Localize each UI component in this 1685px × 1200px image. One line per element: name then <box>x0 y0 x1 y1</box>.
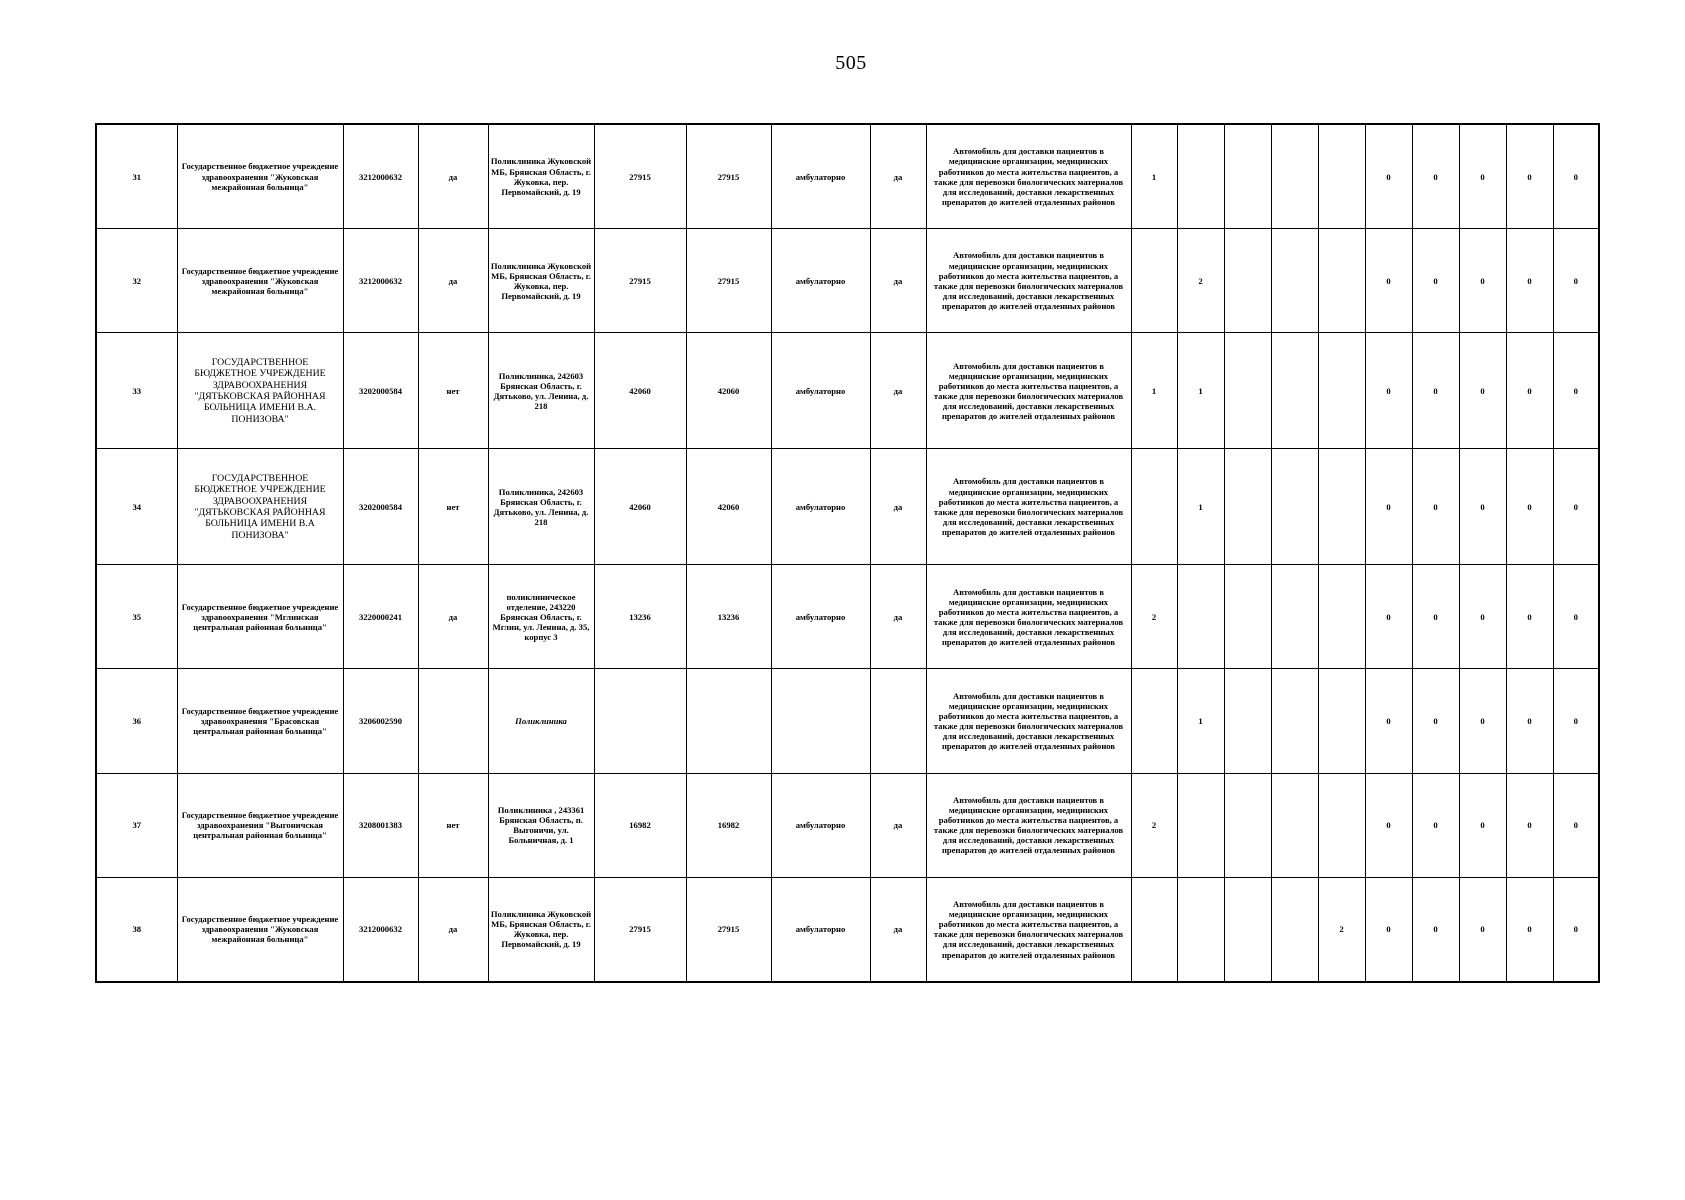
table-row <box>96 229 1599 333</box>
population-attached: 42060 <box>594 333 686 449</box>
value-cell-4: 0 <box>1506 877 1553 982</box>
count-cell-2: 2 <box>1177 229 1224 333</box>
care-mode: амбулаторно <box>771 773 870 877</box>
population-attached: 42060 <box>594 449 686 565</box>
vehicle-purpose: Автомобиль для доставки пациентов в медицинские организации, медицинских работников до места жительства пациентов, а также для перевозки биологических материалов для исследований, доставки лекарственных препаратов до жителей отдаленных районов <box>926 333 1131 449</box>
value-cell-2: 0 <box>1412 565 1459 669</box>
care-mode: амбулаторно <box>771 229 870 333</box>
vehicle-purpose: Автомобиль для доставки пациентов в медицинские организации, медицинских работников до места жительства пациентов, а также для перевозки биологических материалов для исследований, доставки лекарственных препаратов до жителей отдаленных районов <box>926 773 1131 877</box>
facility-address: Поликлиника, 242603 Брянская Область, г. Дятьково, ул. Ленина, д. 218 <box>488 449 594 565</box>
value-cell-5: 0 <box>1553 669 1599 773</box>
organization-name: Государственное бюджетное учреждение здравоохранения "Жуковская межрайонная больница" <box>177 877 343 982</box>
count-cell-3 <box>1224 773 1271 877</box>
count-cell-4 <box>1271 124 1318 229</box>
value-cell-2: 0 <box>1412 773 1459 877</box>
value-cell-3: 0 <box>1459 565 1506 669</box>
value-cell-2: 0 <box>1412 877 1459 982</box>
count-cell-4 <box>1271 449 1318 565</box>
value-cell-5: 0 <box>1553 333 1599 449</box>
care-mode: амбулаторно <box>771 333 870 449</box>
count-cell-3 <box>1224 669 1271 773</box>
value-cell-1: 0 <box>1365 877 1412 982</box>
count-cell-3 <box>1224 124 1271 229</box>
count-cell-3 <box>1224 877 1271 982</box>
flag-cell <box>418 669 488 773</box>
care-mode: амбулаторно <box>771 877 870 982</box>
population-served: 42060 <box>686 449 771 565</box>
value-cell-1: 0 <box>1365 229 1412 333</box>
value-cell-1: 0 <box>1365 124 1412 229</box>
count-cell-5 <box>1318 124 1365 229</box>
table-row <box>96 877 1599 982</box>
value-cell-4: 0 <box>1506 124 1553 229</box>
population-attached: 27915 <box>594 229 686 333</box>
care-mode: амбулаторно <box>771 565 870 669</box>
population-attached: 13236 <box>594 565 686 669</box>
count-cell-2 <box>1177 565 1224 669</box>
value-cell-1: 0 <box>1365 333 1412 449</box>
value-cell-1: 0 <box>1365 669 1412 773</box>
flag-cell: нет <box>418 449 488 565</box>
row-number: 36 <box>96 669 177 773</box>
value-cell-4: 0 <box>1506 449 1553 565</box>
value-cell-3: 0 <box>1459 669 1506 773</box>
value-cell-4: 0 <box>1506 565 1553 669</box>
count-cell-1: 1 <box>1131 124 1177 229</box>
facility-address: Поликлиника Жуковской МБ, Брянская Область, г. Жуковка, пер. Первомайский, д. 19 <box>488 124 594 229</box>
value-cell-3: 0 <box>1459 333 1506 449</box>
value-cell-3: 0 <box>1459 877 1506 982</box>
value-cell-5: 0 <box>1553 773 1599 877</box>
value-cell-2: 0 <box>1412 124 1459 229</box>
value-cell-2: 0 <box>1412 669 1459 773</box>
vehicle-purpose: Автомобиль для доставки пациентов в медицинские организации, медицинских работников до места жительства пациентов, а также для перевозки биологических материалов для исследований, доставки лекарственных препаратов до жителей отдаленных районов <box>926 229 1131 333</box>
value-cell-5: 0 <box>1553 229 1599 333</box>
facility-address: Поликлиника <box>488 669 594 773</box>
row-number: 32 <box>96 229 177 333</box>
value-cell-5: 0 <box>1553 124 1599 229</box>
vehicle-purpose: Автомобиль для доставки пациентов в медицинские организации, медицинских работников до места жительства пациентов, а также для перевозки биологических материалов для исследований, доставки лекарственных препаратов до жителей отдаленных районов <box>926 565 1131 669</box>
population-attached: 27915 <box>594 124 686 229</box>
row-number: 34 <box>96 449 177 565</box>
flag-cell: да <box>418 229 488 333</box>
value-cell-4: 0 <box>1506 669 1553 773</box>
count-cell-4 <box>1271 773 1318 877</box>
population-attached <box>594 669 686 773</box>
count-cell-2: 1 <box>1177 449 1224 565</box>
table-row <box>96 669 1599 773</box>
flag-cell-2: да <box>870 333 926 449</box>
facility-address: Поликлиника, 242603 Брянская Область, г. Дятьково, ул. Ленина, д. 218 <box>488 333 594 449</box>
inn-code: 3212000632 <box>343 877 418 982</box>
vehicle-purpose: Автомобиль для доставки пациентов в медицинские организации, медицинских работников до места жительства пациентов, а также для перевозки биологических материалов для исследований, доставки лекарственных препаратов до жителей отдаленных районов <box>926 449 1131 565</box>
count-cell-4 <box>1271 669 1318 773</box>
flag-cell: нет <box>418 773 488 877</box>
organization-name: ГОСУДАРСТВЕННОЕ БЮДЖЕТНОЕ УЧРЕЖДЕНИЕ ЗДРАВООХРАНЕНИЯ "ДЯТЬКОВСКАЯ РАЙОННАЯ БОЛЬНИЦА ИМЕНИ В.А. ПОНИЗОВА" <box>177 333 343 449</box>
count-cell-3 <box>1224 229 1271 333</box>
row-number: 37 <box>96 773 177 877</box>
count-cell-1 <box>1131 229 1177 333</box>
count-cell-4 <box>1271 333 1318 449</box>
facility-address: Поликлиника Жуковской МБ, Брянская Область, г. Жуковка, пер. Первомайский, д. 19 <box>488 229 594 333</box>
count-cell-2: 1 <box>1177 333 1224 449</box>
table-row <box>96 773 1599 877</box>
flag-cell-2: да <box>870 565 926 669</box>
value-cell-5: 0 <box>1553 877 1599 982</box>
inn-code: 3220000241 <box>343 565 418 669</box>
value-cell-1: 0 <box>1365 449 1412 565</box>
row-number: 31 <box>96 124 177 229</box>
population-attached: 27915 <box>594 877 686 982</box>
count-cell-1: 1 <box>1131 333 1177 449</box>
value-cell-4: 0 <box>1506 333 1553 449</box>
row-number: 35 <box>96 565 177 669</box>
table-row <box>96 333 1599 449</box>
count-cell-4 <box>1271 229 1318 333</box>
row-number: 33 <box>96 333 177 449</box>
flag-cell-2: да <box>870 773 926 877</box>
count-cell-5 <box>1318 229 1365 333</box>
value-cell-2: 0 <box>1412 333 1459 449</box>
care-mode <box>771 669 870 773</box>
vehicle-purpose: Автомобиль для доставки пациентов в медицинские организации, медицинских работников до места жительства пациентов, а также для перевозки биологических материалов для исследований, доставки лекарственных препаратов до жителей отдаленных районов <box>926 669 1131 773</box>
count-cell-1 <box>1131 877 1177 982</box>
row-number: 38 <box>96 877 177 982</box>
value-cell-3: 0 <box>1459 229 1506 333</box>
count-cell-5 <box>1318 565 1365 669</box>
vehicle-allocation-table <box>95 123 1600 983</box>
flag-cell-2: да <box>870 449 926 565</box>
inn-code: 3212000632 <box>343 124 418 229</box>
flag-cell: да <box>418 124 488 229</box>
organization-name: Государственное бюджетное учреждение здравоохранения "Мглинская центральная районная больница" <box>177 565 343 669</box>
count-cell-2 <box>1177 124 1224 229</box>
count-cell-5 <box>1318 773 1365 877</box>
population-attached: 16982 <box>594 773 686 877</box>
count-cell-1: 2 <box>1131 773 1177 877</box>
population-served: 13236 <box>686 565 771 669</box>
organization-name: Государственное бюджетное учреждение здравоохранения "Жуковская межрайонная больница" <box>177 124 343 229</box>
table-row <box>96 124 1599 229</box>
care-mode: амбулаторно <box>771 124 870 229</box>
organization-name: Государственное бюджетное учреждение здравоохранения "Брасовская центральная районная больница" <box>177 669 343 773</box>
population-served <box>686 669 771 773</box>
inn-code: 3202000584 <box>343 449 418 565</box>
facility-address: поликлиническое отделение, 243220 Брянская Область, г. Мглин, ул. Ленина, д. 35, корпус 3 <box>488 565 594 669</box>
value-cell-2: 0 <box>1412 229 1459 333</box>
facility-address: Поликлиника , 243361 Брянская Область, п. Выгоничи, ул. Больничная, д. 1 <box>488 773 594 877</box>
population-served: 27915 <box>686 877 771 982</box>
count-cell-5 <box>1318 333 1365 449</box>
count-cell-2: 1 <box>1177 669 1224 773</box>
value-cell-1: 0 <box>1365 773 1412 877</box>
count-cell-2 <box>1177 877 1224 982</box>
value-cell-4: 0 <box>1506 229 1553 333</box>
value-cell-3: 0 <box>1459 449 1506 565</box>
vehicle-purpose: Автомобиль для доставки пациентов в медицинские организации, медицинских работников до места жительства пациентов, а также для перевозки биологических материалов для исследований, доставки лекарственных препаратов до жителей отдаленных районов <box>926 877 1131 982</box>
count-cell-3 <box>1224 565 1271 669</box>
inn-code: 3212000632 <box>343 229 418 333</box>
count-cell-5: 2 <box>1318 877 1365 982</box>
flag-cell: нет <box>418 333 488 449</box>
value-cell-3: 0 <box>1459 773 1506 877</box>
count-cell-1: 2 <box>1131 565 1177 669</box>
organization-name: Государственное бюджетное учреждение здравоохранения "Выгоничская центральная районная больница" <box>177 773 343 877</box>
flag-cell-2: да <box>870 877 926 982</box>
count-cell-1 <box>1131 449 1177 565</box>
count-cell-4 <box>1271 877 1318 982</box>
population-served: 42060 <box>686 333 771 449</box>
value-cell-5: 0 <box>1553 449 1599 565</box>
organization-name: ГОСУДАРСТВЕННОЕ БЮДЖЕТНОЕ УЧРЕЖДЕНИЕ ЗДРАВООХРАНЕНИЯ "ДЯТЬКОВСКАЯ РАЙОННАЯ БОЛЬНИЦА ИМЕНИ В.А ПОНИЗОВА" <box>177 449 343 565</box>
table-row <box>96 449 1599 565</box>
value-cell-4: 0 <box>1506 773 1553 877</box>
population-served: 27915 <box>686 229 771 333</box>
flag-cell-2: да <box>870 229 926 333</box>
care-mode: амбулаторно <box>771 449 870 565</box>
value-cell-5: 0 <box>1553 565 1599 669</box>
vehicle-purpose: Автомобиль для доставки пациентов в медицинские организации, медицинских работников до места жительства пациентов, а также для перевозки биологических материалов для исследований, доставки лекарственных препаратов до жителей отдаленных районов <box>926 124 1131 229</box>
page-number: 505 <box>835 52 867 74</box>
count-cell-1 <box>1131 669 1177 773</box>
count-cell-5 <box>1318 449 1365 565</box>
value-cell-2: 0 <box>1412 449 1459 565</box>
count-cell-3 <box>1224 449 1271 565</box>
population-served: 27915 <box>686 124 771 229</box>
population-served: 16982 <box>686 773 771 877</box>
inn-code: 3202000584 <box>343 333 418 449</box>
facility-address: Поликлиника Жуковской МБ, Брянская Область, г. Жуковка, пер. Первомайский, д. 19 <box>488 877 594 982</box>
value-cell-3: 0 <box>1459 124 1506 229</box>
count-cell-2 <box>1177 773 1224 877</box>
inn-code: 3208001383 <box>343 773 418 877</box>
organization-name: Государственное бюджетное учреждение здравоохранения "Жуковская межрайонная больница" <box>177 229 343 333</box>
flag-cell: да <box>418 565 488 669</box>
inn-code: 3206002590 <box>343 669 418 773</box>
count-cell-5 <box>1318 669 1365 773</box>
count-cell-3 <box>1224 333 1271 449</box>
flag-cell-2 <box>870 669 926 773</box>
value-cell-1: 0 <box>1365 565 1412 669</box>
table-row <box>96 565 1599 669</box>
count-cell-4 <box>1271 565 1318 669</box>
flag-cell: да <box>418 877 488 982</box>
flag-cell-2: да <box>870 124 926 229</box>
